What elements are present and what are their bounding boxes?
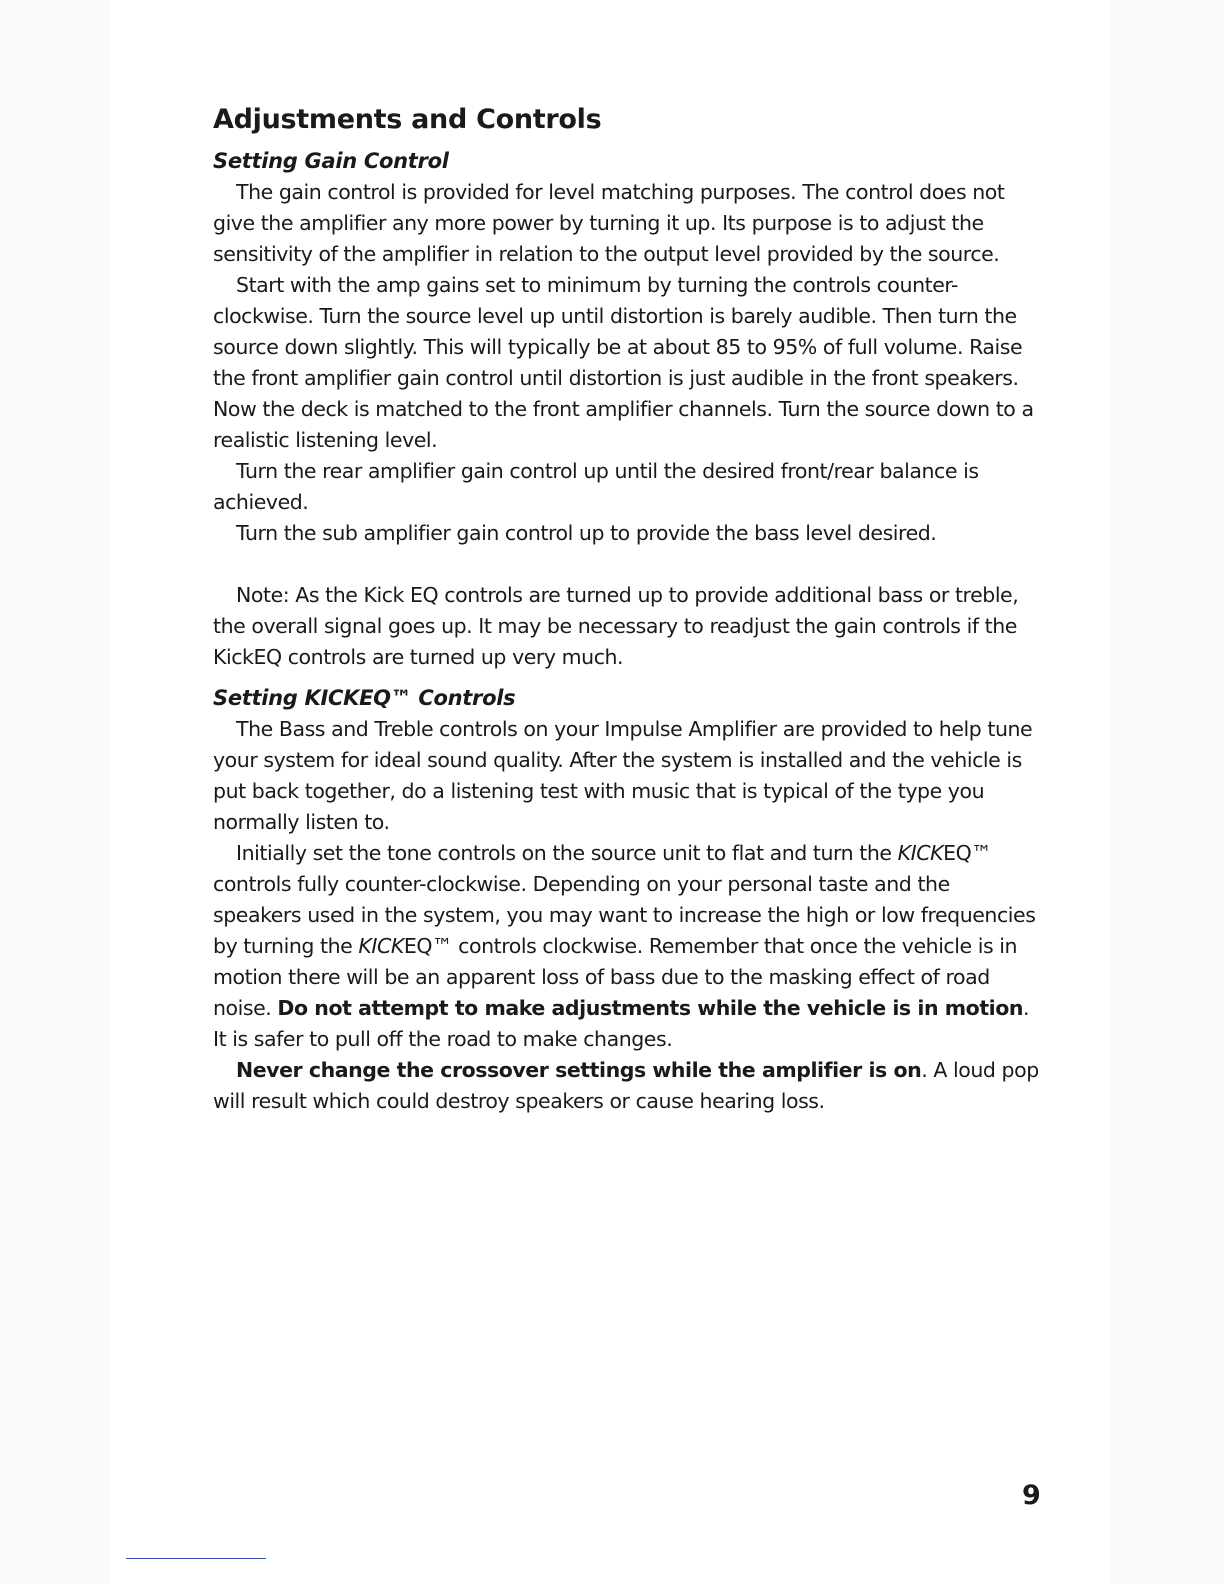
gain-paragraph-3: Turn the rear amplifier gain control up until the desired front/rear balance is achieved. — [213, 459, 979, 514]
kickeq-p2-text-a: Initially set the tone controls on the source unit to flat and turn the — [236, 841, 898, 865]
kickeq-paragraph-3 — [213, 1055, 1041, 1117]
crossover-warning: Never change the crossover settings while the amplifier is on — [236, 1058, 922, 1082]
section-title-kickeq: Setting KICKEQ™ Controls — [213, 686, 516, 710]
kickeq-p3-rest: . A loud pop will result which could destroy speakers or cause hearing loss. — [213, 1058, 1039, 1113]
page-number: 9 — [1022, 1480, 1041, 1511]
gain-paragraph-1: The gain control is provided for level matching purposes. The control does not give the amplifier any more power by turning it up. Its purpose is to adjust the sensitivity of the amplifier in relation to the output level provided by the source. — [213, 180, 1005, 266]
kickeq-p2-text-b: controls fully counter-clockwise. Depending on your personal taste and the speakers used in the system, you may want to increase the high or low frequencies by turning the — [213, 872, 1036, 958]
footer-rule — [126, 1558, 266, 1559]
kickeq-motion-warning: Do not attempt to make adjustments while the vehicle is in motion — [277, 996, 1024, 1020]
gain-paragraph-4: Turn the sub amplifier gain control up to provide the bass level desired. — [236, 521, 937, 545]
kickeq-brand-italic-2: KICK — [358, 934, 404, 958]
kickeq-brand-italic: KICK — [897, 841, 944, 865]
page-title: Adjustments and Controls — [213, 104, 602, 135]
kickeq-paragraph-2 — [213, 838, 1041, 1055]
gain-note: Note: As the Kick EQ controls are turned up to provide additional bass or treble, the overall signal goes up. It may be necessary to readjust the gain controls if the KickEQ controls are turned up very much. — [213, 583, 1019, 669]
kickeq-paragraph-1: The Bass and Treble controls on your Impulse Amplifier are provided to help tune your system for ideal sound quality. After the system is installed and the vehicle is put back together, do a listening test with music that is typical of the type you normally listen to. — [213, 717, 1033, 834]
document-body — [213, 100, 1041, 1117]
section-title-gain: Setting Gain Control — [213, 149, 449, 173]
kickeq-brand-rest-2: EQ™ — [403, 934, 453, 958]
kickeq-p2-text-d: . It is safer to pull off the road to make changes. — [213, 996, 1030, 1051]
kickeq-brand-rest: EQ™ — [943, 841, 992, 865]
kickeq-p2-text-c: controls clockwise. Remember that once the vehicle is in motion there will be an apparent loss of bass due to the masking effect of road noise. — [213, 934, 1018, 1020]
gain-paragraph-2: Start with the amp gains set to minimum by turning the controls counter-clockwise. Turn the source level up until distortion is barely audible. Then turn the source down slightly. This will typically be at about 85 to 95% of full volume. Raise the front amplifier gain control until distortion is just audible in the front speakers. Now the deck is matched to the front amplifier channels. Turn the source down to a realistic listening level. — [213, 273, 1034, 452]
